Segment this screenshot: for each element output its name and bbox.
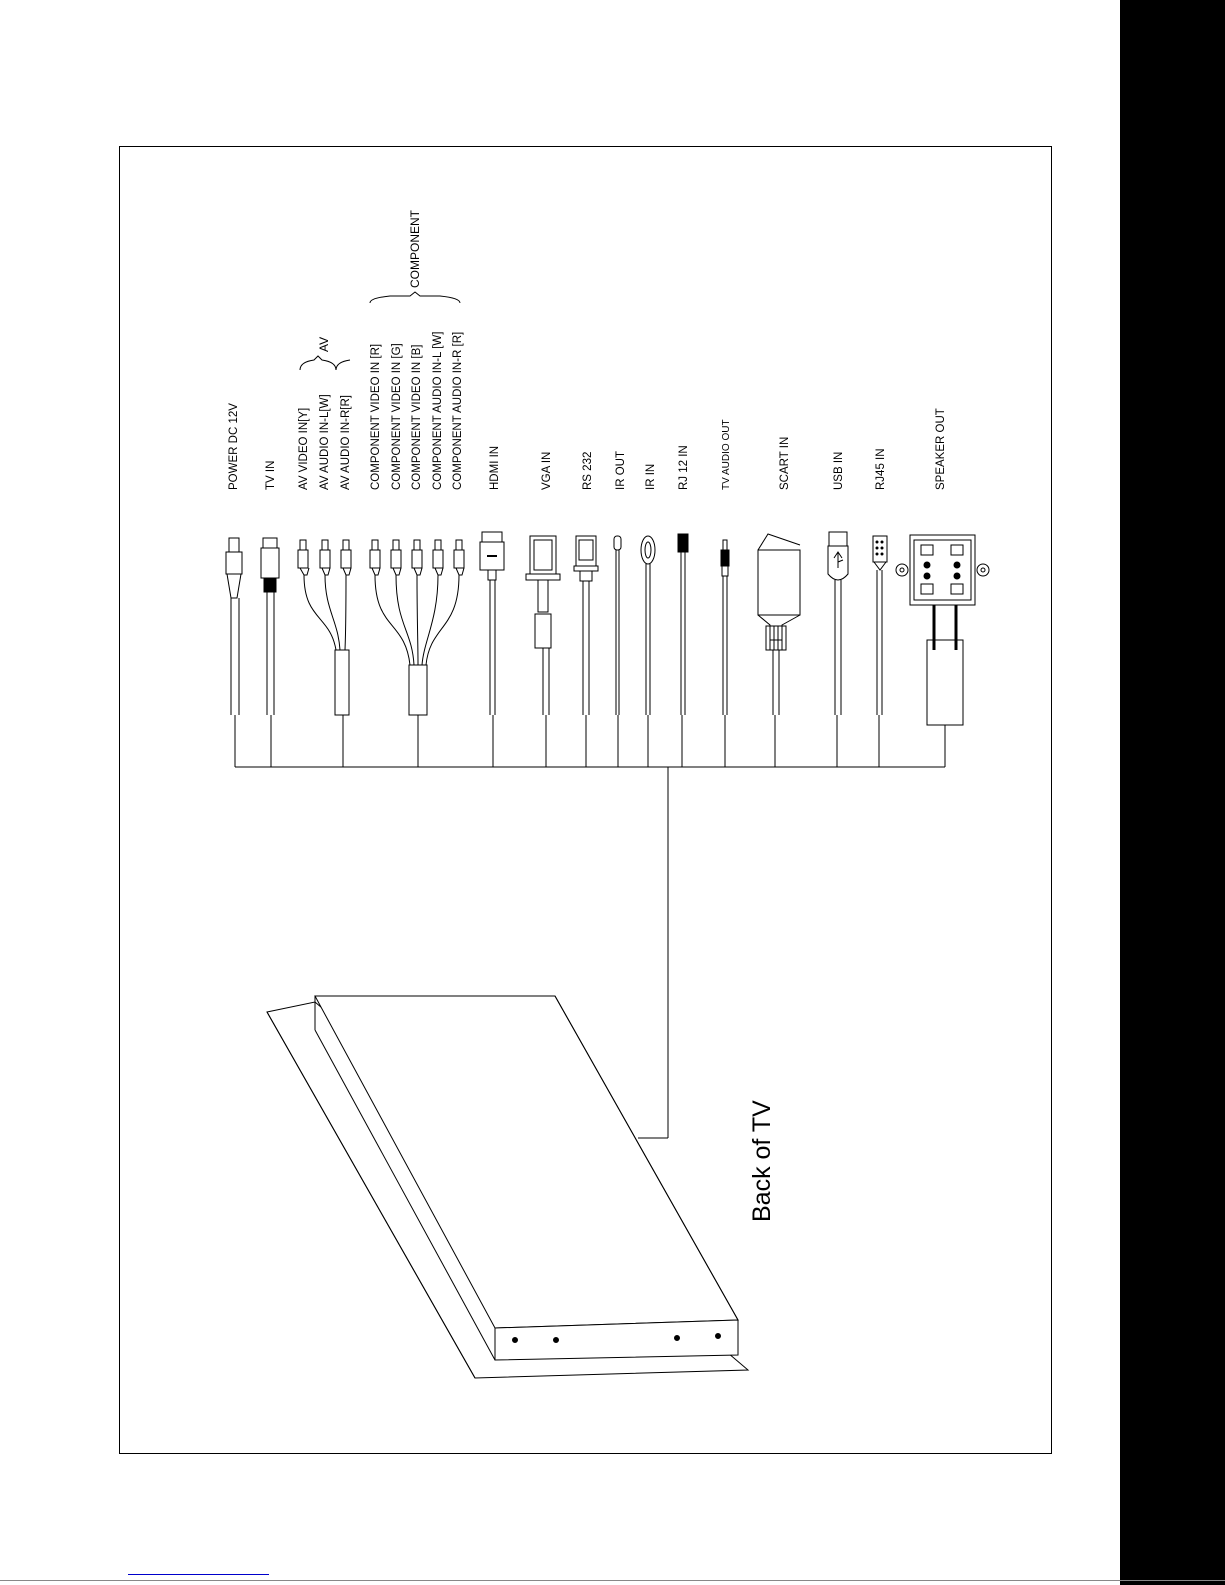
- rj45-plug-icon: [873, 536, 887, 715]
- connector-label-usb-in: USB IN: [833, 451, 845, 490]
- speaker-terminal-icon: [896, 535, 989, 725]
- connector-label-rj45-in: RJ45 IN: [875, 448, 887, 490]
- connector-label-rj-12-in: RJ 12 IN: [678, 445, 690, 490]
- dc-barrel-plug-icon: [226, 538, 242, 715]
- connector-label-component-video-in-b: COMPONENT VIDEO IN [B]: [411, 344, 423, 490]
- connector-label-rs-232: RS 232: [582, 451, 594, 490]
- connector-label-hdmi-in: HDMI IN: [489, 445, 501, 490]
- mount-hole: [675, 1336, 680, 1341]
- connector-label-speaker-out: SPEAKER OUT: [935, 408, 947, 490]
- connector-label-component-video-in-g: COMPONENT VIDEO IN [G]: [391, 343, 403, 490]
- coax-plug-icon: [261, 538, 279, 715]
- rca-plug-icon: [433, 540, 443, 575]
- connector-label-vga-in: VGA IN: [541, 451, 553, 490]
- connector-label-component-audio-in-r: COMPONENT AUDIO IN-R [R]: [452, 331, 464, 490]
- db9-plug-icon: [574, 536, 598, 715]
- rca-plug-icon: [370, 540, 380, 575]
- connector-label-power-dc-12v: POWER DC 12V: [228, 403, 240, 490]
- scart-plug-icon: [758, 534, 800, 715]
- rca-plug-icon: [320, 540, 330, 575]
- rca-plug-icon: [298, 540, 309, 575]
- rca-plug-icon: [412, 540, 422, 575]
- rj12-plug-icon: [678, 534, 688, 715]
- ir-receiver-icon: [641, 536, 655, 715]
- component-group-brace: [370, 292, 460, 303]
- connector-label-ir-out: IR OUT: [615, 451, 627, 490]
- footer-rule: [0, 1580, 1225, 1581]
- hdmi-plug-icon: [480, 532, 504, 715]
- usb-plug-icon: [828, 532, 848, 715]
- rca-plug-icon: [454, 540, 464, 575]
- audio-jack-icon: [721, 540, 729, 715]
- mount-hole: [554, 1338, 559, 1343]
- group-label-av: AV: [317, 336, 331, 352]
- connector-label-ir-in: IR IN: [645, 463, 657, 490]
- tv-label: Back of TV: [748, 1100, 776, 1222]
- tv-back-panel-drawing: [267, 996, 748, 1378]
- av-group-brace: [300, 356, 350, 370]
- mount-hole: [513, 1338, 518, 1343]
- group-label-component: COMPONENT: [408, 210, 422, 288]
- connector-label-component-audio-in-l: COMPONENT AUDIO IN-L [W]: [432, 331, 444, 490]
- connector-label-av-audio-in-l: AV AUDIO IN-L[W]: [319, 394, 331, 490]
- footer-link-underline[interactable]: [128, 1574, 269, 1575]
- connector-label-tv-audio-out: TV AUDIO OUT: [721, 419, 732, 490]
- connector-label-av-audio-in-r: AV AUDIO IN-R[R]: [340, 395, 352, 490]
- connector-label-tv-in: TV IN: [265, 460, 277, 490]
- connector-label-av-video-in-y: AV VIDEO IN[Y]: [298, 407, 310, 490]
- rca-plug-icon: [341, 540, 351, 575]
- rca-plug-icon: [391, 540, 401, 575]
- connector-label-scart-in: SCART IN: [779, 436, 791, 490]
- rca-plug-group-component: [370, 540, 464, 715]
- rca-plug-group-av: [298, 540, 351, 715]
- mount-hole: [716, 1334, 721, 1339]
- vga-plug-icon: [526, 536, 560, 715]
- connector-label-component-video-in-r: COMPONENT VIDEO IN [R]: [370, 343, 382, 490]
- ir-emitter-icon: [614, 536, 621, 715]
